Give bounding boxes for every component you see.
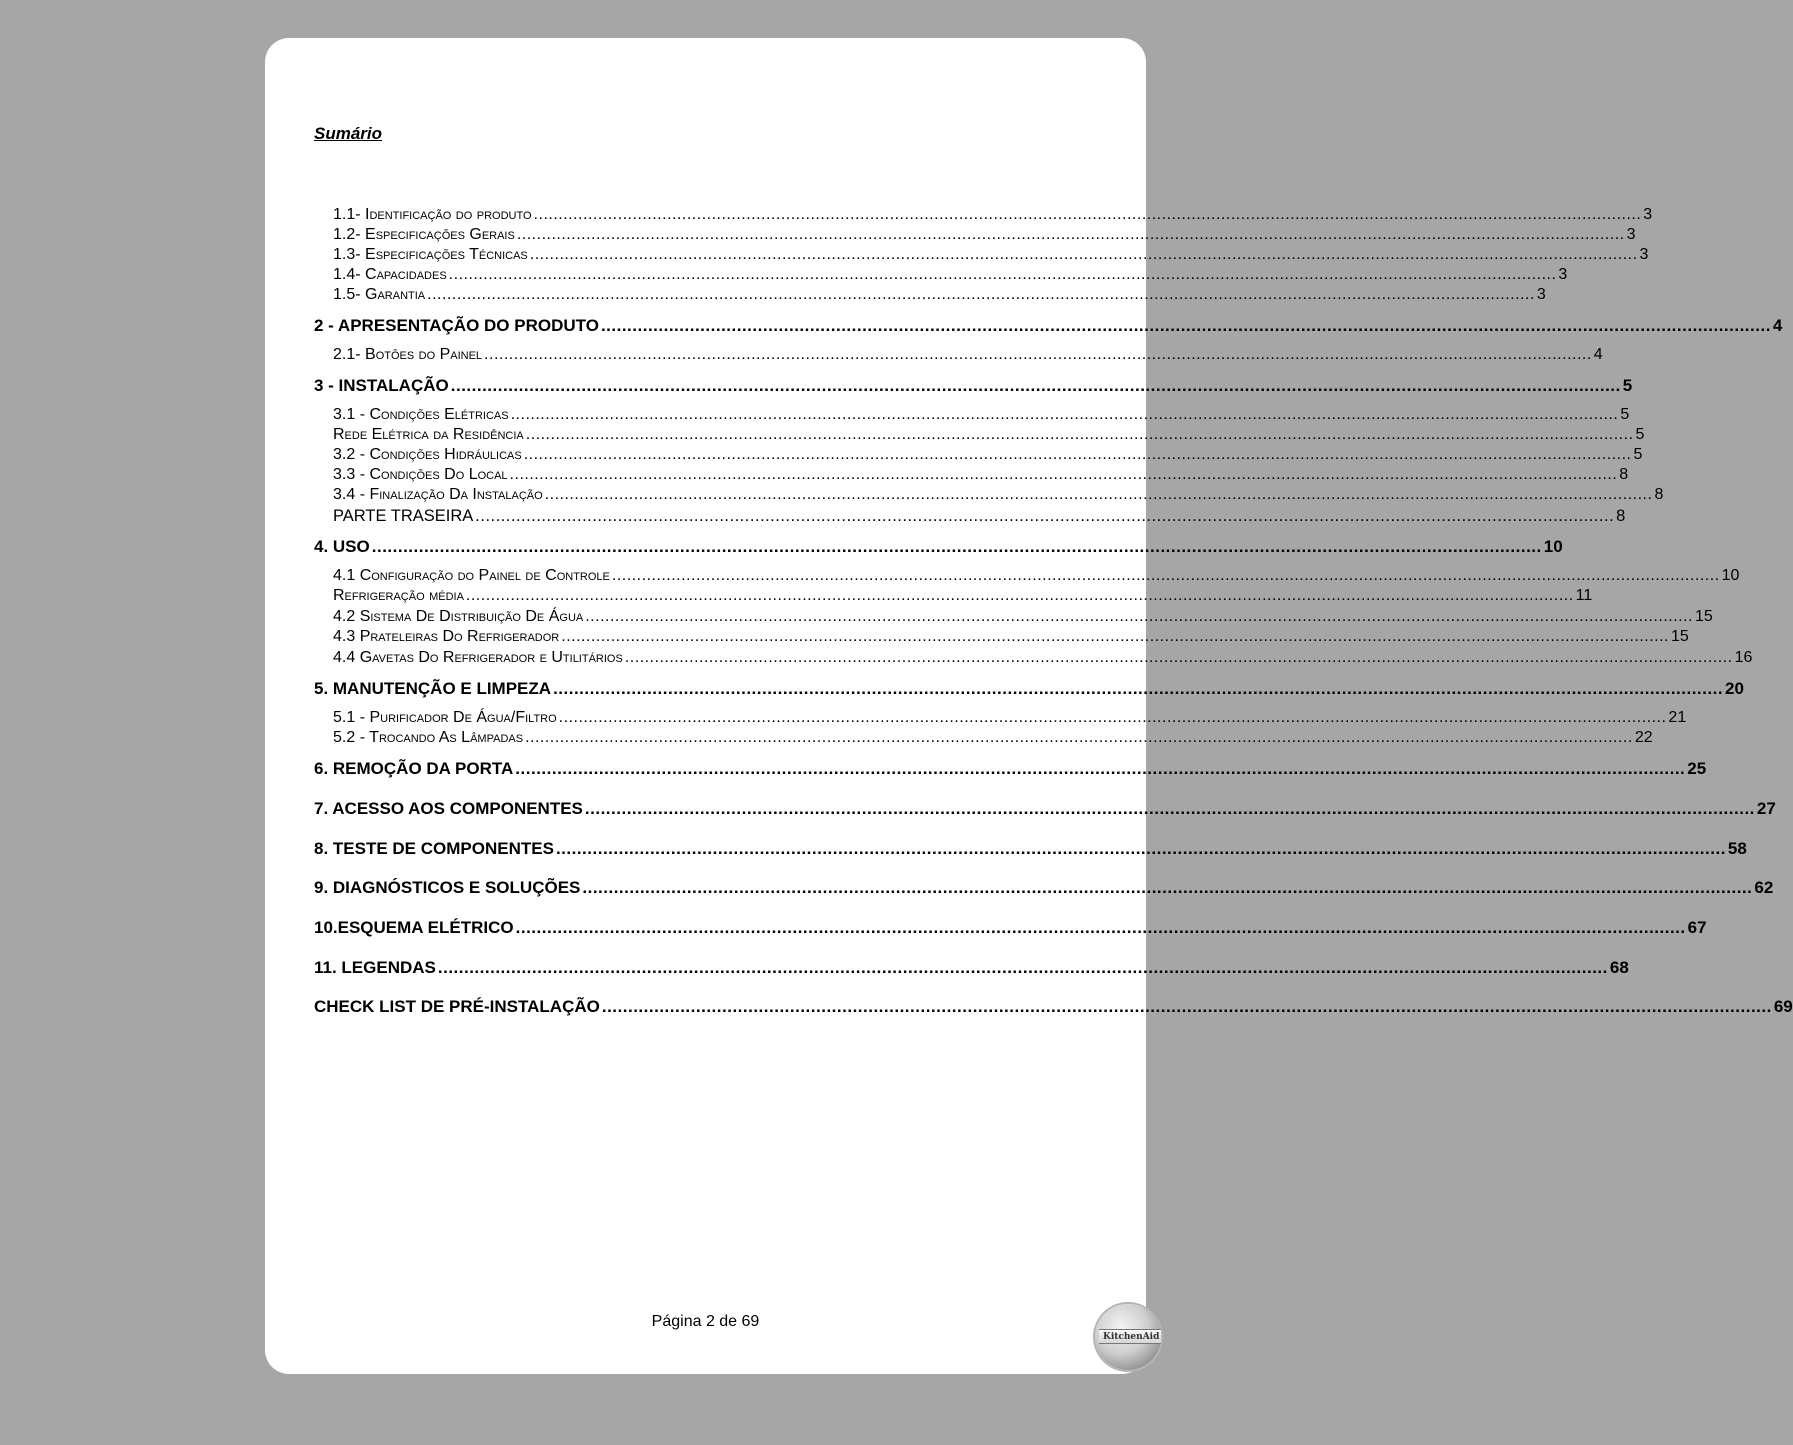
- toc-entry[interactable]: [333, 466, 1629, 484]
- toc-dot-leader: [510, 466, 1618, 484]
- toc-page-number: 5: [1633, 446, 1643, 463]
- toc-entry[interactable]: [333, 206, 1653, 224]
- toc-entry-label: 2.1- Botões do Painel: [333, 346, 483, 363]
- toc-page-number: 58: [1727, 839, 1747, 858]
- toc-entry-label: 4.2 Sistema De Distribuição De Água: [333, 608, 584, 625]
- toc-entry[interactable]: [333, 587, 1593, 605]
- toc-entry-label: 2 - APRESENTAÇÃO DO PRODUTO: [314, 316, 599, 335]
- toc-entry-label: 1.1- Identificação do produto: [333, 206, 532, 223]
- toc-dot-leader: [475, 507, 1614, 526]
- toc-entry[interactable]: [333, 446, 1643, 464]
- toc-page-number: 67: [1687, 918, 1707, 937]
- toc-page-number: 3: [1643, 206, 1653, 223]
- toc-page-number: 5: [1622, 376, 1633, 395]
- toc-page-number: 22: [1634, 729, 1653, 746]
- toc-page-number: 3: [1626, 226, 1636, 243]
- toc-page-number: 25: [1687, 759, 1707, 778]
- toc-entry[interactable]: [333, 406, 1630, 424]
- page-footer: Página 2 de 69: [651, 1313, 760, 1330]
- toc-entry[interactable]: [314, 799, 1776, 819]
- toc-page-number: 15: [1694, 608, 1713, 625]
- toc-page-number: 5: [1620, 406, 1630, 423]
- toc-entry-label: 1.2- Especificações Gerais: [333, 226, 515, 243]
- toc-dot-leader: [484, 346, 1592, 364]
- toc-dot-leader: [449, 266, 1557, 284]
- toc-entry-label: 1.3- Especificações Técnicas: [333, 246, 528, 263]
- toc-entry-label: CHECK LIST DE PRÉ-INSTALAÇÃO: [314, 997, 600, 1016]
- toc-dot-leader: [545, 486, 1653, 504]
- toc-page-number: 8: [1619, 466, 1629, 483]
- toc-entry[interactable]: [314, 839, 1747, 859]
- toc-dot-leader: [553, 679, 1723, 699]
- toc-entry-label: 3.4 - Finalização Da Instalação: [333, 486, 543, 503]
- toc-page-number: 21: [1668, 709, 1687, 726]
- toc-entry[interactable]: [333, 346, 1603, 364]
- toc-entry-label: 4.1 Configuração do Painel de Controle: [333, 567, 610, 584]
- toc-entry-label: 3.1 - Condições Elétricas: [333, 406, 509, 423]
- toc-entry[interactable]: [333, 266, 1568, 284]
- toc-page-number: 62: [1754, 878, 1774, 897]
- toc-dot-leader: [625, 649, 1733, 667]
- toc-entry-label: 6. REMOÇÃO DA PORTA: [314, 759, 514, 778]
- toc-dot-leader: [524, 446, 1632, 464]
- toc-page-number: 69: [1773, 997, 1793, 1016]
- brand-logo-text: KitchenAid: [1099, 1329, 1161, 1344]
- toc-page-number: 20: [1725, 679, 1744, 698]
- toc-page-number: 3: [1558, 266, 1568, 283]
- toc-entry-label: 10.ESQUEMA ELÉTRICO: [314, 918, 514, 937]
- toc-page-number: 4: [1593, 346, 1603, 363]
- toc-dot-leader: [585, 799, 1755, 819]
- toc-entry[interactable]: [333, 426, 1645, 444]
- toc-dot-leader: [561, 628, 1669, 646]
- toc-page-number: 11: [1575, 587, 1593, 604]
- toc-entry-label: 9. DIAGNÓSTICOS E SOLUÇÕES: [314, 878, 581, 897]
- toc-entry-label: 1.4- Capacidades: [333, 266, 447, 283]
- brand-logo: [1095, 1304, 1161, 1370]
- toc-dot-leader: [582, 878, 1752, 898]
- toc-dot-leader: [530, 246, 1638, 264]
- toc-entry-label: PARTE TRASEIRA: [333, 507, 474, 525]
- toc-entry-label: Rede Elétrica da Residência: [333, 426, 524, 443]
- toc-entry[interactable]: [333, 567, 1740, 585]
- toc-entry-label: 1.5- Garantia: [333, 286, 426, 303]
- toc-page-number: 3: [1536, 286, 1546, 303]
- toc-entry[interactable]: [314, 958, 1629, 978]
- toc-page-number: 10: [1543, 537, 1563, 556]
- toc-entry[interactable]: [314, 537, 1563, 557]
- toc-entry-label: 4.4 Gavetas Do Refrigerador e Utilitários: [333, 649, 623, 666]
- toc-entry-label: 11. LEGENDAS: [314, 958, 436, 977]
- toc-dot-leader: [516, 918, 1686, 938]
- toc-entry[interactable]: [314, 878, 1774, 898]
- toc-entry-label: 5. MANUTENÇÃO E LIMPEZA: [314, 679, 552, 698]
- toc-entry[interactable]: [333, 729, 1653, 747]
- document-page: [265, 38, 1793, 1374]
- toc-dot-leader: [372, 537, 1542, 557]
- toc-dot-leader: [517, 226, 1625, 244]
- toc-entry[interactable]: [333, 507, 1626, 526]
- toc-dot-leader: [438, 958, 1608, 978]
- toc-entry-label: Refrigeração média: [333, 587, 464, 604]
- toc-entry[interactable]: [314, 316, 1783, 336]
- toc-entry-label: 3.3 - Condições Do Local: [333, 466, 508, 483]
- toc-entry[interactable]: [314, 918, 1707, 938]
- toc-page-number: 15: [1671, 628, 1689, 645]
- toc-dot-leader: [534, 206, 1642, 224]
- toc-dot-leader: [427, 286, 1535, 304]
- toc-entry-label: 8. TESTE DE COMPONENTES: [314, 839, 554, 858]
- toc-entry[interactable]: [333, 649, 1753, 667]
- toc-dot-leader: [515, 759, 1685, 779]
- toc-entry-label: 5.2 - Trocando As Lâmpadas: [333, 729, 524, 746]
- toc-entry[interactable]: [314, 759, 1707, 779]
- toc-dot-leader: [601, 316, 1771, 336]
- toc-entry[interactable]: [333, 246, 1649, 264]
- toc-entry[interactable]: [333, 628, 1689, 646]
- toc-entry-label: 3 - INSTALAÇÃO: [314, 376, 449, 395]
- toc-entry[interactable]: [314, 997, 1793, 1017]
- toc-page-number: 4: [1772, 316, 1783, 335]
- toc-entry-label: 7. ACESSO AOS COMPONENTES: [314, 799, 583, 818]
- toc-dot-leader: [451, 376, 1621, 396]
- toc-dot-leader: [511, 406, 1619, 424]
- toc-entry[interactable]: [333, 286, 1546, 304]
- toc-entry-label: 5.1 - Purificador De Água/Filtro: [333, 709, 557, 726]
- toc-dot-leader: [466, 587, 1574, 605]
- toc-page-number: 68: [1609, 958, 1629, 977]
- toc-page-number: 5: [1635, 426, 1645, 443]
- toc-entry[interactable]: [333, 226, 1636, 244]
- toc-page-number: 27: [1756, 799, 1776, 818]
- toc-dot-leader: [525, 729, 1633, 747]
- toc-dot-leader: [526, 426, 1634, 444]
- toc-page-number: 3: [1639, 246, 1649, 263]
- toc-page-number: 8: [1616, 507, 1626, 525]
- toc-entry-label: 4.3 Prateleiras Do Refrigerador: [333, 628, 560, 645]
- toc-entry-label: 4. USO: [314, 537, 370, 556]
- toc-page-number: 16: [1734, 649, 1753, 666]
- toc-dot-leader: [559, 709, 1667, 727]
- toc-entry[interactable]: [333, 486, 1664, 504]
- toc-dot-leader: [585, 608, 1693, 626]
- toc-dot-leader: [612, 567, 1720, 585]
- toc-dot-leader: [556, 839, 1726, 859]
- toc-page-number: 8: [1654, 486, 1664, 503]
- page-title: Sumário: [314, 124, 383, 143]
- toc-entry-label: 3.2 - Condições Hidráulicas: [333, 446, 522, 463]
- toc-entry[interactable]: [333, 608, 1713, 626]
- toc-page-number: 10: [1721, 567, 1740, 584]
- toc-dot-leader: [602, 997, 1772, 1017]
- toc-entry[interactable]: [314, 376, 1633, 396]
- toc-entry[interactable]: [333, 709, 1687, 727]
- toc-entry[interactable]: [314, 679, 1744, 699]
